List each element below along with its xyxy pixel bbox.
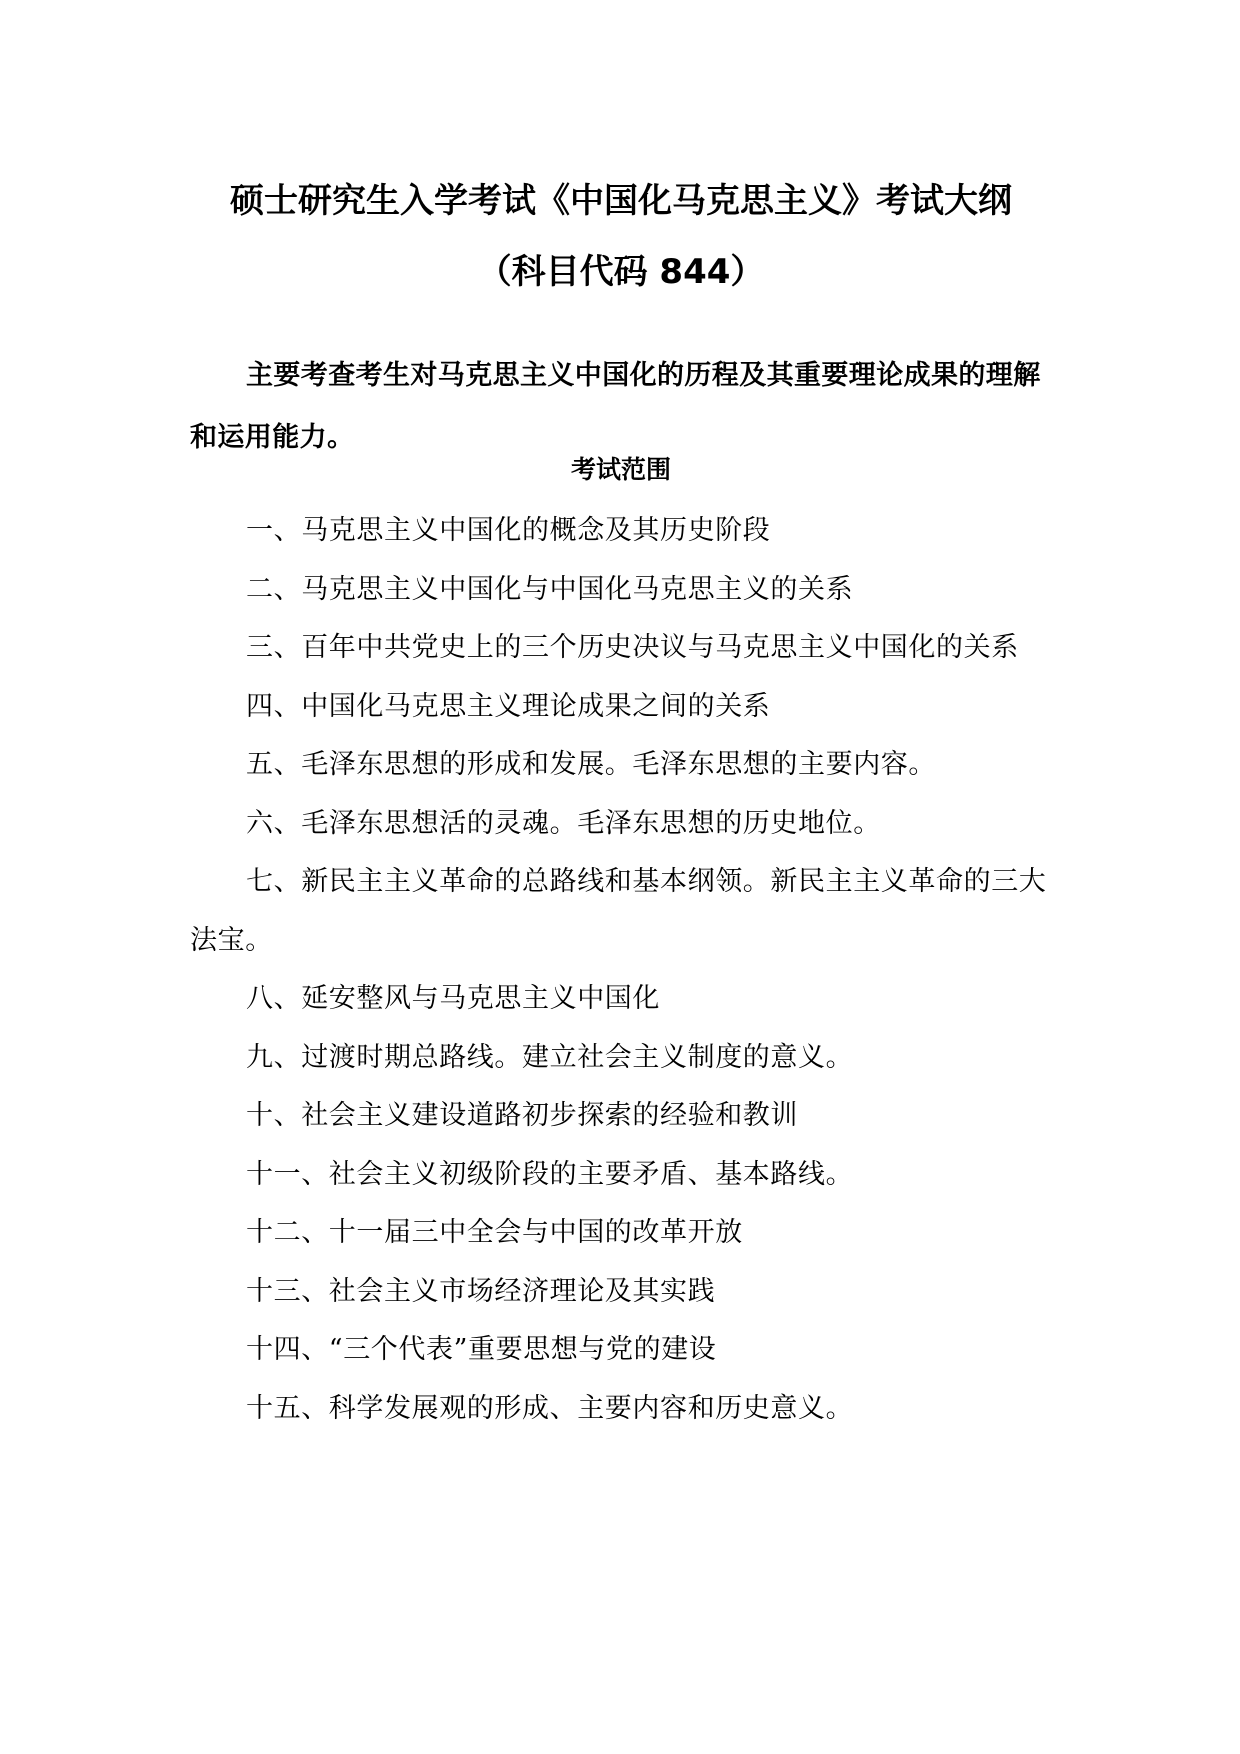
list-item: 二、马克思主义中国化与中国化马克思主义的关系: [246, 573, 854, 605]
list-item: 八、延安整风与马克思主义中国化: [246, 983, 660, 1014]
subject-code: （科目代码 844）: [477, 252, 765, 292]
list-item: 十四、“三个代表”重要思想与党的建设: [246, 1334, 717, 1365]
list-item: 六、毛泽东思想活的灵魂。毛泽东思想的历史地位。: [246, 807, 881, 839]
intro-paragraph: 主要考查考生对马克思主义中国化的历程及其重要理论成果的理解和运用能力。: [190, 360, 1041, 453]
list-item: 七、新民主主义革命的总路线和基本纲领。新民主主义革命的三大法宝。: [190, 866, 1047, 956]
list-item: 十三、社会主义市场经济理论及其实践: [246, 1275, 716, 1307]
list-item: 十二、十一届三中全会与中国的改革开放: [246, 1217, 743, 1248]
list-item: 一、马克思主义中国化的概念及其历史阶段: [246, 515, 771, 546]
list-item: 十一、社会主义初级阶段的主要矛盾、基本路线。: [246, 1158, 854, 1190]
list-item: 四、中国化马克思主义理论成果之间的关系: [246, 690, 771, 722]
list-item: 十、社会主义建设道路初步探索的经验和教训: [246, 1100, 798, 1131]
list-item: 十五、科学发展观的形成、主要内容和历史意义。: [246, 1392, 854, 1424]
list-item: 三、百年中共党史上的三个历史决议与马克思主义中国化的关系: [246, 632, 1019, 663]
list-item: 九、过渡时期总路线。建立社会主义制度的意义。: [246, 1041, 854, 1073]
document-title: 硕士研究生入学考试《中国化马克思主义》考试大纲: [230, 181, 1012, 221]
exam-scope-list: [190, 502, 1052, 1438]
list-item: 五、毛泽东思想的形成和发展。毛泽东思想的主要内容。: [246, 749, 936, 780]
section-heading: 考试范围: [570, 455, 671, 484]
